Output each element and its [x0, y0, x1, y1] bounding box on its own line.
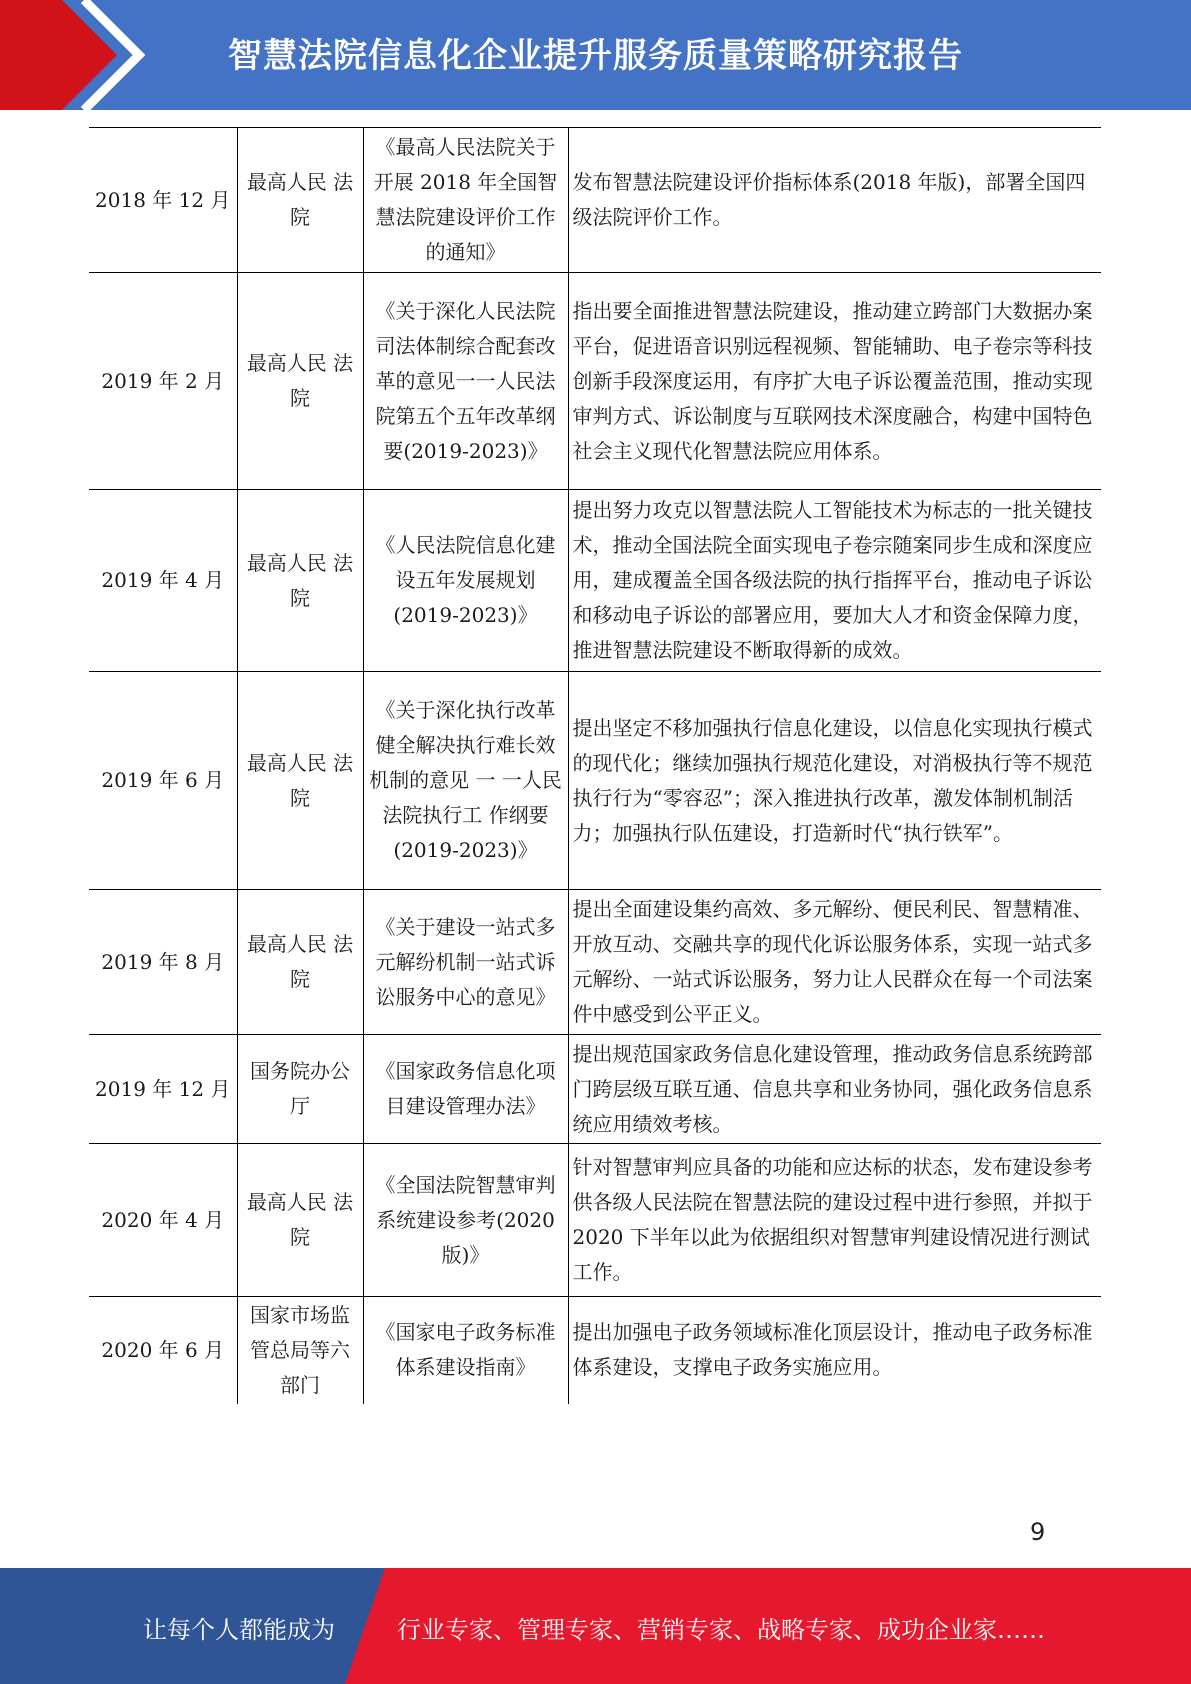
document-cell: 《最高人民法院关于开展 2018 年全国智慧法院建设评价工作的通知》 [363, 128, 568, 273]
document-cell: 《国家政务信息化项目建设管理办法》 [363, 1035, 568, 1144]
description-cell: 发布智慧法院建设评价指标体系(2018 年版)，部署全国四级法院评价工作。 [568, 128, 1101, 273]
footer-slogan-right: 行业专家、管理专家、营销专家、战略专家、成功企业家…… [397, 1616, 1045, 1644]
description-cell: 针对智慧审判应具备的功能和应达标的状态，发布建设参考供各级人民法院在智慧法院的建设过程中进行参照，并拟于 2020 下半年以此为依据组织对智慧审判建设情况进行测试工作。 [568, 1144, 1101, 1297]
description-cell: 提出全面建设集约高效、多元解纷、便民利民、智慧精准、开放互动、交融共享的现代化诉讼服务体系，实现一站式多元解纷、一站式诉讼服务，努力让人民群众在每一个司法案件中感受到公平正义。 [568, 890, 1101, 1035]
footer-banner [0, 1568, 1191, 1684]
policy-table [89, 127, 1101, 1404]
table-row [89, 490, 1101, 672]
date-cell: 2019 年 12 月 [89, 1035, 237, 1144]
issuer-cell: 最高人民 法院 [237, 1144, 363, 1297]
page-number: 9 [1030, 1518, 1046, 1546]
description-cell: 提出努力攻克以智慧法院人工智能技术为标志的一批关键技术，推动全国法院全面实现电子卷宗随案同步生成和深度应用，建成覆盖全国各级法院的执行指挥平台，推动电子诉讼和移动电子诉讼的部署应用，要加大人才和资金保障力度，推进智慧法院建设不断取得新的成效。 [568, 490, 1101, 672]
date-cell: 2019 年 2 月 [89, 273, 237, 490]
table-row [89, 672, 1101, 890]
issuer-cell: 最高人民 法院 [237, 273, 363, 490]
table-row [89, 1035, 1101, 1144]
date-cell: 2019 年 6 月 [89, 672, 237, 890]
issuer-cell: 国家市场监管总局等六部门 [237, 1297, 363, 1404]
document-cell: 《人民法院信息化建设五年发展规划(2019-2023)》 [363, 490, 568, 672]
document-cell: 《关于建设一站式多元解纷机制一站式诉讼服务中心的意见》 [363, 890, 568, 1035]
table-row [89, 1297, 1101, 1404]
description-cell: 提出坚定不移加强执行信息化建设，以信息化实现执行模式的现代化；继续加强执行规范化建设，对消极执行等不规范执行行为“零容忍”；深入推进执行改革，激发体制机制活力；加强执行队伍建设，打造新时代“执行铁军”。 [568, 672, 1101, 890]
footer-slogan-left: 让每个人都能成为 [143, 1616, 335, 1644]
document-cell: 《关于深化人民法院司法体制综合配套改革的意见一一人民法院第五个五年改革纲要(2019-2023)》 [363, 273, 568, 490]
date-cell: 2019 年 4 月 [89, 490, 237, 672]
description-cell: 提出规范国家政务信息化建设管理，推动政务信息系统跨部门跨层级互联互通、信息共享和业务协同，强化政务信息系统应用绩效考核。 [568, 1035, 1101, 1144]
issuer-cell: 最高人民 法院 [237, 672, 363, 890]
table-row [89, 890, 1101, 1035]
chevron-arrow-icon [0, 0, 160, 110]
description-cell: 提出加强电子政务领域标准化顶层设计，推动电子政务标准体系建设，支撑电子政务实施应用。 [572, 1320, 1093, 1380]
date-cell: 2018 年 12 月 [89, 128, 237, 273]
document-cell: 《全国法院智慧审判系统建设参考(2020 版)》 [363, 1144, 568, 1297]
date-cell: 2020 年 6 月 [89, 1297, 237, 1404]
table-row [89, 273, 1101, 490]
table-row [89, 1144, 1101, 1297]
header-banner [0, 0, 1191, 110]
table-row [89, 128, 1101, 273]
document-cell: 《国家电子政务标准体系建设指南》 [363, 1297, 568, 1404]
date-cell: 2020 年 4 月 [89, 1144, 237, 1297]
issuer-cell: 国务院办公厅 [237, 1035, 363, 1144]
issuer-cell: 最高人民 法院 [237, 490, 363, 672]
issuer-cell: 最高人民 法院 [237, 128, 363, 273]
issuer-cell: 最高人民 法院 [237, 890, 363, 1035]
report-title: 智慧法院信息化企业提升服务质量策略研究报告 [228, 36, 963, 76]
description-cell: 指出要全面推进智慧法院建设，推动建立跨部门大数据办案平台，促进语音识别远程视频、智能辅助、电子卷宗等科技创新手段深度运用，有序扩大电子诉讼覆盖范围，推动实现审判方式、诉讼制度与互联网技术深度融合，构建中国特色社会主义现代化智慧法院应用体系。 [568, 273, 1101, 490]
document-cell: 《关于深化执行改革健全解决执行难长效机制的意见 一 一人民法院执行工 作纲要(2019-2023)》 [363, 672, 568, 890]
date-cell: 2019 年 8 月 [89, 890, 237, 1035]
